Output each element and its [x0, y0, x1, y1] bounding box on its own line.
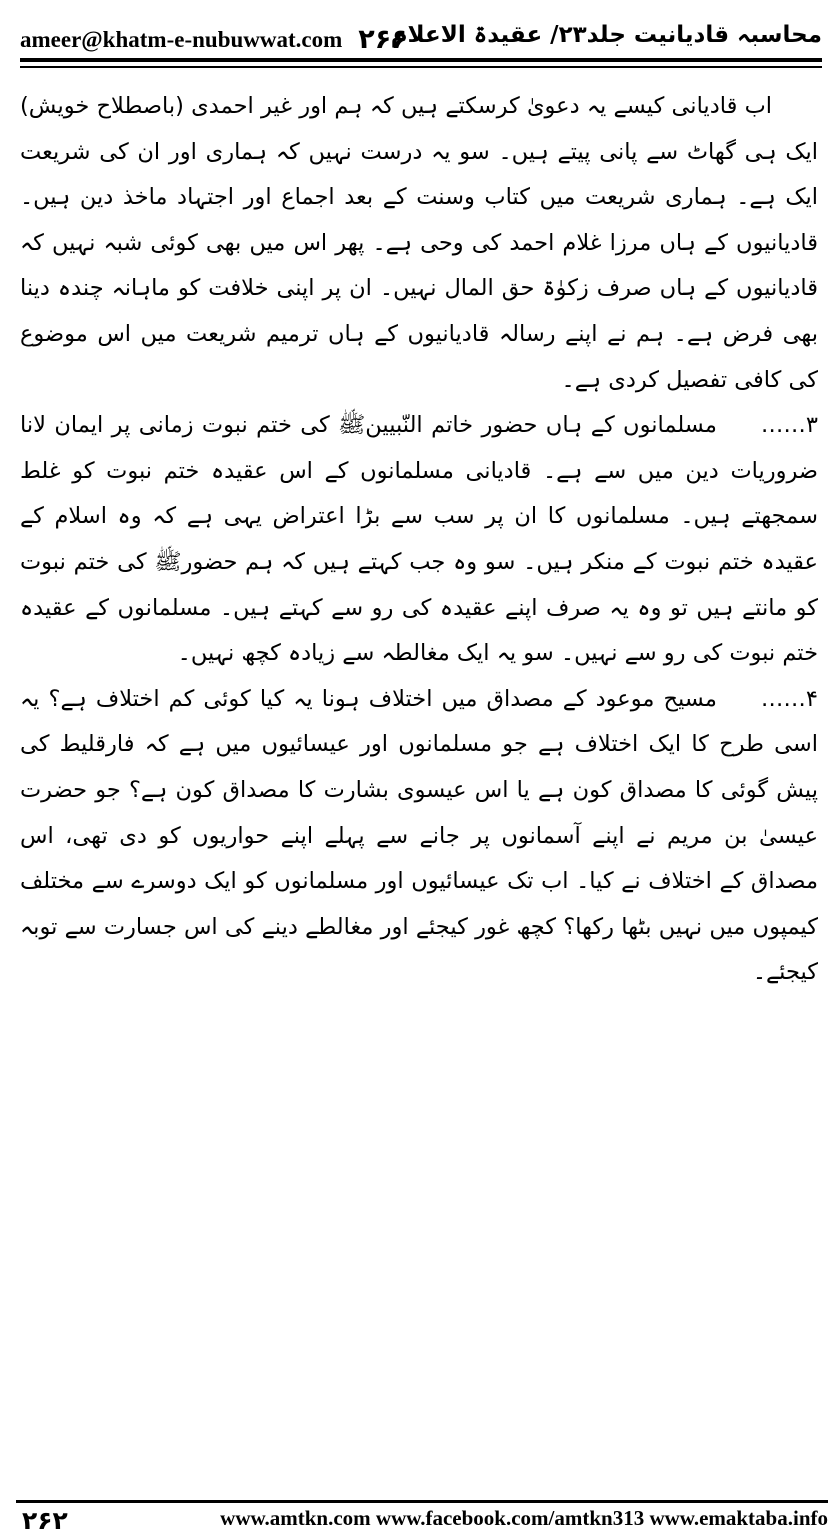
page-content: [20, 84, 818, 1204]
footer-rule: [16, 1500, 828, 1503]
page-header: [20, 16, 822, 60]
header-page-number: ۲۶۶: [358, 24, 408, 55]
paragraph-text: مسیح موعود کے مصداق میں اختلاف ہونا یہ کیا کوئی کم اختلاف ہے؟ یہ اسی طرح کا ایک اختلاف ہے جو مسلمانوں اور عیسائیوں میں ہے کہ فارقلیط کی پیش گوئی کا مصداق کون ہے یا اس عیسوی بشارت کا مصداق کون ہے؟ جو حضرت عیسیٰ بن مریم نے اپنے آسمانوں پر جانے سے پہلے اپنے حواریوں کو دی تھی، اس مصداق کے اختلاف نے کیا۔ اب تک عیسائیوں اور مسلمانوں کو ایک دوسرے سے مختلف کیمپوں میں نہیں بٹھا رکھا؟ کچھ غور کیجئے اور مغالطے دینے کی اس جسارت سے توبہ کیجئے۔: [20, 685, 818, 986]
paragraph-number: ۳……: [760, 412, 818, 439]
paragraph-text: اب قادیانی کیسے یہ دعویٰ کرسکتے ہیں کہ ہم اور غیر احمدی (باصطلاح خویش) ایک ہی گھاٹ سے پانی پیتے ہیں۔ سو یہ درست نہیں کہ ہماری اور ان کی شریعت ایک ہے۔ ہماری شریعت میں کتاب وسنت کے بعد اجماع اور اجتہاد ماخذ دین ہیں۔ قادیانیوں کے ہاں مرزا غلام احمد کی وحی ہے۔ پھر اس میں بھی کوئی شبہ نہیں کہ قادیانیوں کے ہاں صرف زکوٰۃ حق المال نہیں۔ ان پر اپنی خلافت کو ماہانہ چندہ دینا بھی فرض ہے۔ ہم نے اپنے رسالہ قادیانیوں کے ہاں ترمیم شریعت میں اس موضوع کی کافی تفصیل کردی ہے۔: [20, 93, 818, 393]
header-rule-thick: [20, 58, 822, 62]
page-footer: [16, 1500, 828, 1534]
header-email[interactable]: ameer@khatm-e-nubuwwat.com: [20, 26, 343, 52]
paragraph-item-3: [20, 403, 818, 677]
paragraph-text: مسلمانوں کے ہاں حضور خاتم النّبیینﷺ کی ختم نبوت زمانی پر ایمان لانا ضروریات دین میں سے ہے۔ قادیانی مسلمانوں کے اس عقیدہ ختم نبوت کو غلط سمجھتے ہیں۔ مسلمانوں کا ان پر سب سے بڑا اعتراض یہی ہے کہ وہ اسلام کے عقیدہ ختم نبوت کے منکر ہیں۔ سو وہ جب کہتے ہیں کہ ہم حضورﷺ کی ختم نبوت کو مانتے ہیں تو وہ یہ صرف اپنے عقیدہ کی رو سے کہتے ہیں۔ مسلمانوں کے عقیدہ ختم نبوت کی رو سے نہیں۔ سو یہ ایک مغالطہ سے زیادہ کچھ نہیں۔: [20, 412, 818, 667]
paragraph-intro: [20, 84, 818, 403]
footer-links[interactable]: www.amtkn.com www.facebook.com/amtkn313 www.emaktaba.info: [220, 1506, 828, 1530]
header-left: [20, 24, 408, 55]
header-title: محاسبہ قادیانیت جلد۲۳/ عقیدۃ الاعلام: [390, 22, 822, 48]
paragraph-item-4: [20, 677, 818, 996]
footer-page-number: ۲۶۲: [22, 1506, 68, 1535]
header-rule-thin: [20, 66, 822, 68]
paragraph-number: ۴……: [760, 685, 818, 712]
